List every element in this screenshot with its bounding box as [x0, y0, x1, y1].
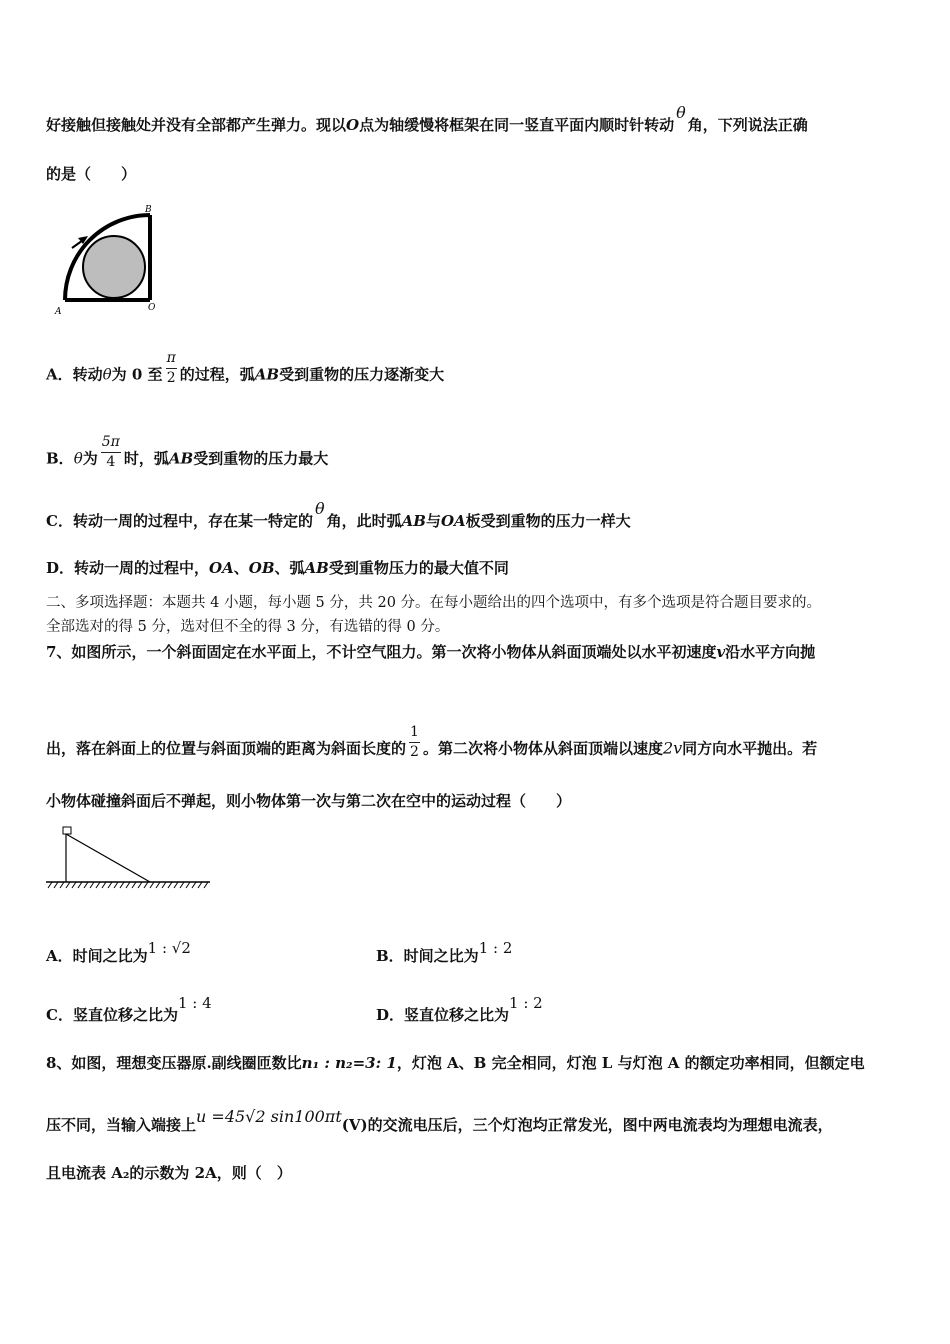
- q7-option-d-label: D．竖直位移之比为: [376, 1006, 510, 1024]
- q7-line-2: [46, 724, 910, 769]
- q8-text-d: (V)的交流电压后，三个灯泡均正常发光，图中两电流表均为理想电流表，: [341, 1116, 833, 1134]
- theta-symbol: θ: [676, 103, 686, 122]
- small-object: [63, 827, 71, 834]
- label-b: B: [145, 205, 152, 215]
- q7-line-1: [46, 642, 910, 662]
- intro-text-a: 好接触但接触处并没有全部都产生弹力。现以: [46, 116, 347, 134]
- label-a: A: [55, 307, 62, 317]
- fraction-num: 5π: [101, 434, 120, 450]
- option-b-suffix-a: 时，弧: [123, 449, 169, 468]
- fraction-den: 2: [410, 744, 419, 760]
- q8-text-a: 8、如图，理想变压器原.副线圈匝数比: [46, 1054, 302, 1072]
- q7-option-a: [46, 939, 191, 965]
- separator: 、: [233, 559, 249, 577]
- option-c-mid: 角，此时弧: [326, 512, 402, 530]
- option-a-suffix-a: 的过程，弧: [179, 365, 255, 384]
- q8-text-c: 压不同，当输入端接上: [46, 1116, 197, 1134]
- option-c-prefix: C．转动一周的过程中，存在某一特定的: [46, 512, 313, 530]
- incline-figure: [44, 824, 212, 890]
- q8-line-3: 且电流表 A₂的示数为 2A，则（ ）: [46, 1164, 292, 1182]
- q8-line-2: [46, 1107, 910, 1135]
- q7-option-b-value: 1 : 2: [478, 939, 513, 957]
- q7-option-c: [46, 994, 212, 1024]
- velocity-v: v: [716, 643, 726, 661]
- option-b-mid: 为: [82, 449, 98, 468]
- q7-line-3: 小物体碰撞斜面后不弹起，则小物体第一次与第二次在空中的运动过程（ ）: [46, 792, 572, 810]
- q7-option-d-value: 1 : 2: [509, 994, 543, 1012]
- option-a-mid: 为 0 至: [111, 365, 163, 384]
- q7-options-row-2: [46, 994, 910, 1025]
- section2-line-1: 二、多项选择题：本题共 4 小题，每小题 5 分，共 20 分。在每小题给出的四个选项中，有多个选项是符合题目要求的。: [46, 595, 822, 611]
- heavy-ball: [83, 236, 145, 298]
- fraction-num: π: [166, 350, 176, 366]
- fraction-pi-over-2: [166, 348, 177, 387]
- q7-option-a-label: A．时间之比为: [46, 947, 148, 965]
- arc-ab-label: AB: [304, 559, 329, 577]
- q7-option-d: [376, 994, 543, 1025]
- q7-text-c: 出，落在斜面上的位置与斜面顶端的距离为斜面长度的: [46, 739, 407, 758]
- quarter-frame-figure: [50, 200, 170, 318]
- option-d: [46, 558, 910, 578]
- q7-text-b: 沿水平方向抛: [725, 643, 816, 661]
- incline-slope: [66, 834, 150, 882]
- intro-text-c: 角，下列说法正确: [687, 116, 808, 134]
- theta-symbol: θ: [73, 449, 83, 468]
- option-c: [46, 499, 910, 531]
- option-c-and: 与: [425, 512, 441, 530]
- turns-ratio: n₁ : n₂=3: 1: [301, 1054, 397, 1072]
- option-a-prefix: A．转动: [46, 365, 103, 384]
- option-c-suffix: 板受到重物的压力一样大: [465, 512, 631, 530]
- theta-symbol: θ: [102, 365, 112, 384]
- intro-line-2: 的是（ ）: [46, 165, 137, 183]
- q7-text-e: 同方向水平抛出。若: [682, 739, 818, 758]
- fraction-num: 1: [410, 724, 419, 740]
- label-o: O: [148, 303, 156, 313]
- arc-ab-label: AB: [401, 512, 426, 530]
- intro-text-b: 点为轴缓慢将框架在同一竖直平面内顺时针转动: [359, 116, 675, 134]
- arc-ab-label: AB: [254, 365, 280, 384]
- point-o: O: [346, 116, 360, 134]
- board-ob-label: OB: [248, 559, 275, 577]
- board-oa-label: OA: [209, 559, 234, 577]
- q7-option-c-label: C．竖直位移之比为: [46, 1006, 178, 1024]
- q7-option-b-label: B．时间之比为: [376, 947, 479, 965]
- voltage-formula: u =45√2 sin100πt: [196, 1107, 342, 1126]
- option-a-suffix-b: 受到重物的压力逐渐变大: [279, 365, 445, 384]
- q7-option-a-value: 1 : √2: [147, 939, 191, 957]
- fraction-den: 2: [166, 370, 176, 386]
- option-d-prefix: D．转动一周的过程中，: [46, 559, 210, 577]
- fraction-den: 4: [101, 452, 121, 471]
- theta-symbol: θ: [314, 499, 325, 518]
- q7-options-row-1: [46, 939, 910, 966]
- velocity-2v: 2v: [662, 738, 683, 758]
- separator: 、弧: [274, 559, 305, 577]
- board-oa-label: OA: [440, 512, 466, 530]
- section2-line-2: 全部选对的得 5 分，选对但不全的得 3 分，有选错的得 0 分。: [46, 619, 450, 635]
- q7-text-a: 7、如图所示，一个斜面固定在水平面上，不计空气阻力。第一次将小物体从斜面顶端处以水平初速度: [46, 643, 717, 661]
- ground-hatch: [48, 882, 208, 888]
- arc-ab-label: AB: [168, 449, 194, 468]
- q7-option-c-value: 1 : 4: [177, 994, 212, 1012]
- option-b-suffix-b: 受到重物的压力最大: [193, 449, 329, 468]
- q8-line-1: [46, 1053, 910, 1073]
- option-b: [46, 434, 910, 479]
- option-d-suffix: 受到重物压力的最大值不同: [328, 559, 509, 577]
- q8-text-b: ，灯泡 A、B 完全相同，灯泡 L 与灯泡 A 的额定功率相同，但额定电: [396, 1054, 865, 1072]
- option-b-prefix: B．: [46, 449, 74, 468]
- fraction-5pi-over-4: [101, 432, 121, 471]
- q7-text-d: 。第二次将小物体从斜面顶端以速度: [422, 739, 663, 758]
- intro-line-1: [46, 103, 910, 135]
- option-a: [46, 350, 910, 395]
- fraction-one-half: [409, 722, 420, 761]
- q7-option-b: [376, 939, 513, 966]
